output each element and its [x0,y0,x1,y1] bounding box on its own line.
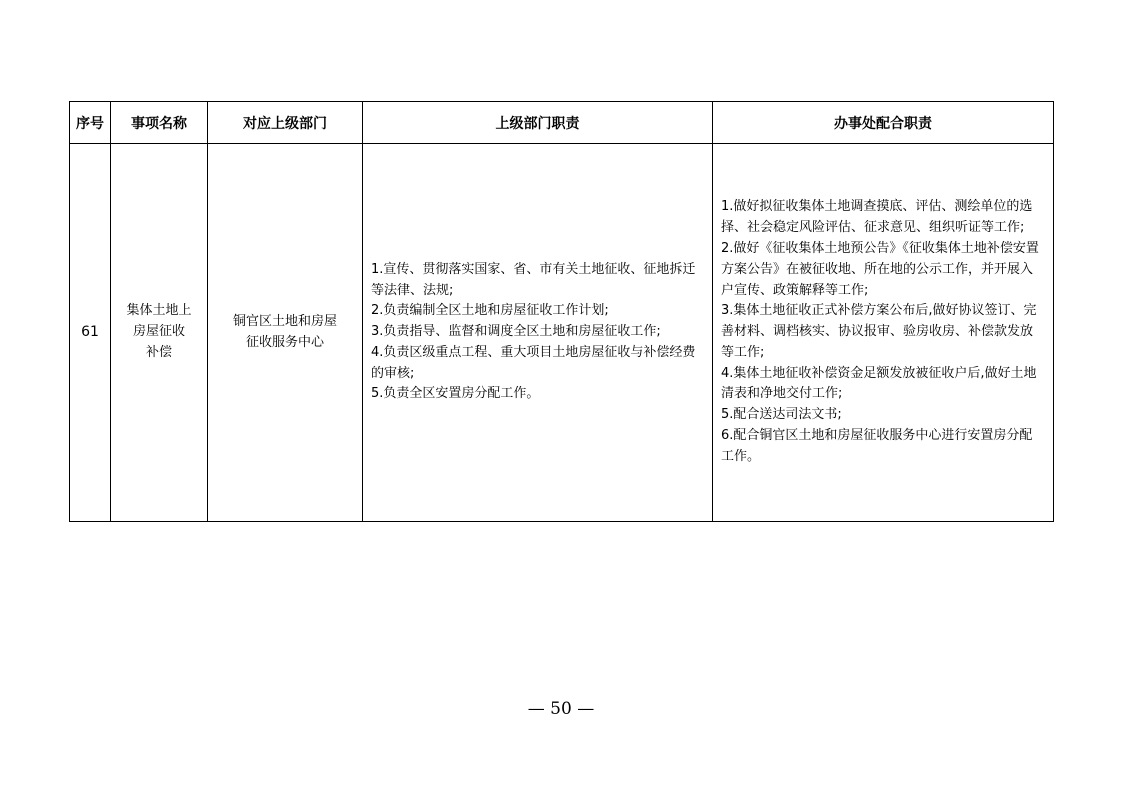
duty-item: 4.集体土地征收补偿资金足额发放被征收户后,做好土地清表和净地交付工作; [721,365,1037,402]
duty-item: 5.配合送达司法文书; [721,407,842,423]
item-name-line: 集体土地上 [126,303,192,319]
cell-item-name [111,144,208,522]
header-superior-duties: 上级部门职责 [363,102,713,144]
page-number: — 50 — [527,699,595,719]
department-line: 征收服务中心 [245,334,324,350]
duty-item: 3.集体土地征收正式补偿方案公布后,做好协议签订、完善材料、调档核实、协议报审、验房收房、补偿款发放等工作; [721,303,1037,360]
cell-index: 61 [70,144,111,522]
header-office-duties: 办事处配合职责 [713,102,1054,144]
duty-item: 1.宣传、贯彻落实国家、省、市有关土地征收、征地拆迁等法律、法规; [371,261,696,298]
header-index: 序号 [70,102,111,144]
duties-table [69,101,1054,522]
department-line: 铜官区土地和房屋 [232,313,337,329]
duty-item: 1.做好拟征收集体土地调查摸底、评估、测绘单位的选择、社会稳定风险评估、征求意见、组织听证等工作; [721,199,1033,236]
duty-item: 2.负责编制全区土地和房屋征收工作计划; [371,303,609,319]
table-header-row [70,102,1054,144]
item-name-line: 房屋征收 [132,324,185,340]
header-item-name: 事项名称 [111,102,208,144]
table-row [70,144,1054,522]
item-name-line: 补偿 [145,344,172,360]
duty-item: 2.做好《征收集体土地预公告》《征收集体土地补偿安置方案公告》在被征收地、所在地的公示工作，并开展入户宣传、政策解释等工作; [721,240,1039,298]
cell-office-duties [713,144,1054,522]
duty-item: 4.负责区级重点工程、重大项目土地房屋征收与补偿经费的审核; [371,344,696,381]
duty-item: 6.配合铜官区土地和房屋征收服务中心进行安置房分配工作。 [721,428,1033,464]
cell-superior-department [208,144,363,522]
header-superior-department: 对应上级部门 [208,102,363,144]
cell-superior-duties [363,144,713,522]
duty-item: 3.负责指导、监督和调度全区土地和房屋征收工作; [371,324,661,340]
duty-item: 5.负责全区安置房分配工作。 [371,386,540,402]
